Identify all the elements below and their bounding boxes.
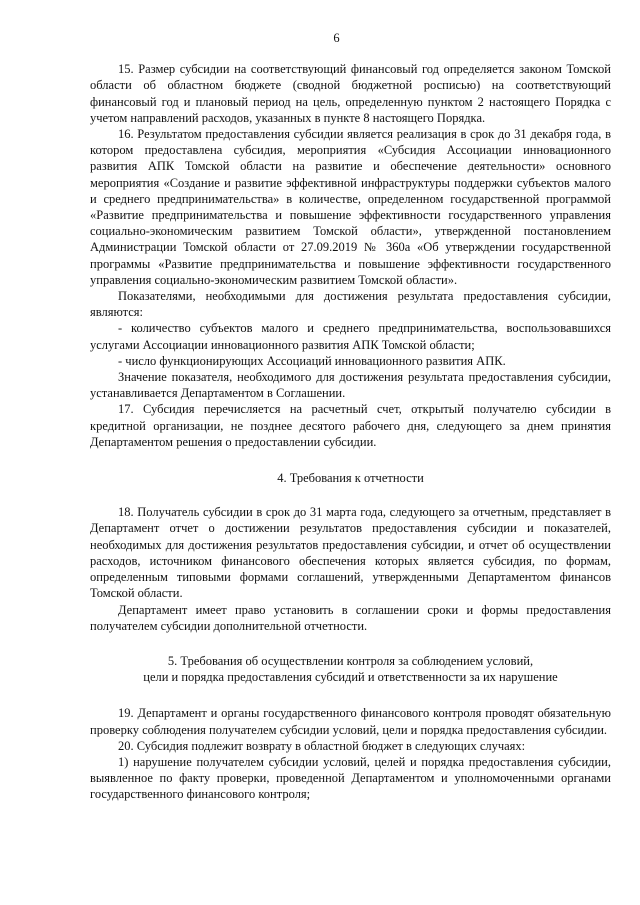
paragraph-17: 17. Субсидия перечисляется на расчетный счет, открытый получателю субсидии в кредитной организации, не позднее десятого рабочего дня, следующего за днем принятия Департаментом решения о предоставлении субсидии. bbox=[90, 402, 611, 449]
paragraph-indicator-2: - число функционирующих Ассоциаций инновационного развития АПК. bbox=[118, 353, 506, 368]
paragraph-16: 16. Результатом предоставления субсидии является реализация в срок до 31 декабря года, в котором предоставлена субсидия, мероприятия «Субсидия Ассоциации инновационного развития АПК Томской области на развитие и обеспечение деятельности» основного мероприятия «Создание и развитие эффективной инфраструктуры поддержки субъектов малого и среднего предпринимательства» в количестве, определенном государственной программой «Развитие предпринимательства и повышение эффективности государственного управления социально-экономическим развитием Томской области», утвержденной постановлением Администрации Томской области от 27.09.2019 № 360а «Об утверждении государственной программы «Развитие предпринимательства и повышение эффективности государственного управления социально-экономическим развитием Томской области». bbox=[90, 127, 611, 287]
paragraph-19: 19. Департамент и органы государственного финансового контроля проводят обязательную проверку соблюдения получателем субсидии условий, цели и порядка предоставления субсидии. bbox=[90, 706, 611, 737]
paragraph-department-rights: Департамент имеет право установить в соглашении сроки и формы предоставления получателем субсидии дополнительной отчетности. bbox=[90, 602, 611, 633]
section-5-heading-line-1: 5. Требования об осуществлении контроля за соблюдением условий, bbox=[167, 653, 534, 668]
paragraph-indicators-intro: Показателями, необходимыми для достижения результата предоставления субсидии, являются: bbox=[90, 289, 611, 320]
paragraph-20: 20. Субсидия подлежит возврату в областной бюджет в следующих случаях: bbox=[118, 738, 526, 753]
section-5-heading-line-2: цели и порядка предоставления субсидий и ответственности за их нарушение bbox=[143, 670, 558, 685]
paragraph-20-item-1: 1) нарушение получателем субсидии условий, целей и порядка предоставления субсидии, выявленное по факту проверки, проведенной Департаментом и уполномоченными органами государственного финансового контроля; bbox=[90, 754, 611, 802]
paragraph-18: 18. Получатель субсидии в срок до 31 марта года, следующего за отчетным, представляет в Департамент отчет о достижении результатов предоставления субсидии и показателей, необходимых для достижения результатов предоставления субсидии, и отчет об осуществлении расходов, источником финансового обеспечения которых является субсидия, по формам, определенным типовыми формами соглашений, утвержденными Департаментом финансов Томской области. bbox=[90, 505, 611, 601]
page-number: 6 bbox=[333, 31, 340, 45]
paragraph-indicator-1: - количество субъектов малого и среднего предпринимательства, воспользовавшихся услугами Ассоциации инновационного развития АПК Томской области; bbox=[90, 321, 611, 352]
paragraph-15: 15. Размер субсидии на соответствующий финансовый год определяется законом Томской области об областном бюджете (сводной бюджетной росписью) на соответствующий финансовый год и плановый период на цель, определенную пунктом 2 настоящего Порядка с учетом направлений расходов, указанных в пункте 8 настоящего Порядка. bbox=[90, 62, 611, 125]
paragraph-indicator-value: Значение показателя, необходимого для достижения результата предоставления субсидии, устанавливается Департаментом в Соглашении. bbox=[90, 370, 611, 401]
section-4-heading: 4. Требования к отчетности bbox=[277, 471, 424, 486]
section-5-heading bbox=[90, 653, 611, 685]
